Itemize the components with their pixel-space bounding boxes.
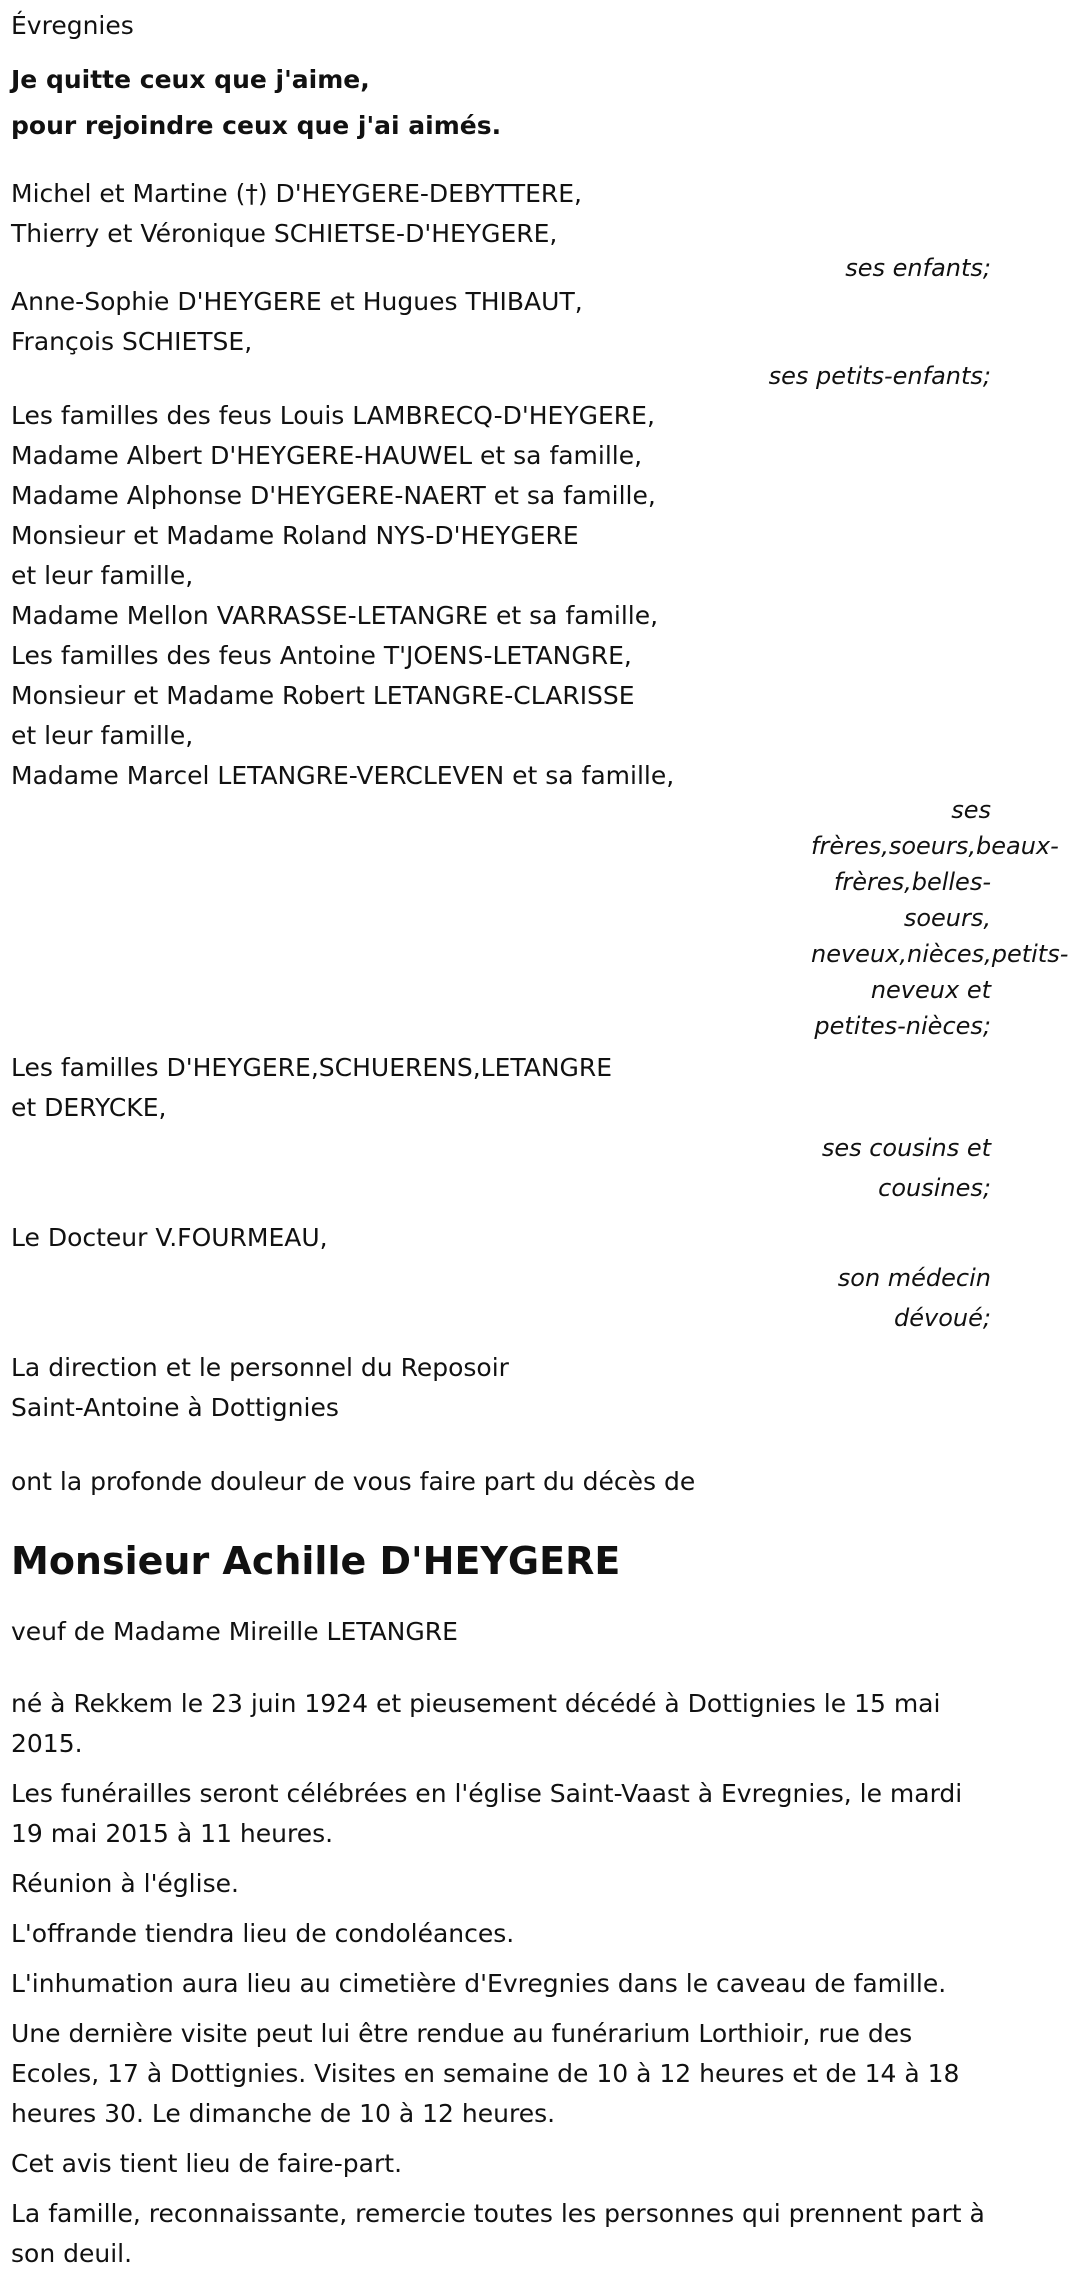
detail-paragraph: La famille, reconnaissante, remercie toutes les personnes qui prennent part à son deuil. xyxy=(11,2199,985,2268)
family-name-line: Madame Mellon VARRASSE-LETANGRE et sa famille, xyxy=(11,601,659,630)
spouse-line: veuf de Madame Mireille LETANGRE xyxy=(11,1617,458,1646)
family-names xyxy=(11,1218,741,1258)
obituary-notice xyxy=(11,6,1068,2274)
detail-paragraph: Les funérailles seront célébrées en l'église Saint-Vaast à Evregnies, le mardi 19 mai 2015 à 11 heures. xyxy=(11,1779,963,1848)
relationship-label: ses frères,soeurs,beaux-frères,belles-soeurs, neveux,nièces,petits-neveux et petites-nièces; xyxy=(811,796,1068,1040)
relationship-label: ses petits-enfants; xyxy=(768,362,991,390)
relationship-label: ses enfants; xyxy=(845,254,991,282)
family-name-line: Monsieur et Madame Roland NYS-D'HEYGERE xyxy=(11,521,579,550)
family-names xyxy=(11,1048,741,1128)
family-name-line: Les familles des feus Louis LAMBRECQ-D'HEYGERE, xyxy=(11,401,655,430)
family-group-staff xyxy=(11,1348,991,1428)
family-name-line: Madame Albert D'HEYGERE-HAUWEL et sa famille, xyxy=(11,441,643,470)
family-name-line: et leur famille, xyxy=(11,561,194,590)
family-name-line: Thierry et Véronique SCHIETSE-D'HEYGERE, xyxy=(11,219,558,248)
detail-paragraph: Cet avis tient lieu de faire-part. xyxy=(11,2149,403,2178)
family-names xyxy=(11,1348,741,1428)
family-name-line: Michel et Martine (†) D'HEYGERE-DEBYTTERE, xyxy=(11,179,583,208)
detail-paragraph: Une dernière visite peut lui être rendue au funérarium Lorthioir, rue des Ecoles, 17 à Dottignies. Visites en semaine de 10 à 12 heures et de 14 à 18 heures 30. Le dimanche de 10 à 12 heures. xyxy=(11,2019,960,2128)
family-names xyxy=(11,282,741,362)
place-name: Évregnies xyxy=(11,11,134,40)
relationship-label: son médecin dévoué; xyxy=(837,1264,991,1332)
family-name-line: Madame Marcel LETANGRE-VERCLEVEN et sa famille, xyxy=(11,761,675,790)
family-group-children xyxy=(11,174,991,288)
family-name-line: La direction et le personnel du Reposoir xyxy=(11,1353,509,1382)
family-group-siblings xyxy=(11,396,1068,1044)
announcement-text: ont la profonde douleur de vous faire part du décès de xyxy=(11,1467,696,1496)
family-group-cousins xyxy=(11,1048,991,1208)
relationship-label: ses cousins et cousines; xyxy=(821,1134,991,1202)
epigraph-line-1: Je quitte ceux que j'aime, xyxy=(11,65,370,94)
family-name-line: Anne-Sophie D'HEYGERE et Hugues THIBAUT, xyxy=(11,287,583,316)
family-name-line: et DERYCKE, xyxy=(11,1093,167,1122)
family-names xyxy=(11,396,741,796)
family-name-line: Monsieur et Madame Robert LETANGRE-CLARISSE xyxy=(11,681,635,710)
detail-paragraph: né à Rekkem le 23 juin 1924 et pieusement décédé à Dottignies le 15 mai 2015. xyxy=(11,1689,941,1758)
family-name-line: Madame Alphonse D'HEYGERE-NAERT et sa famille, xyxy=(11,481,656,510)
detail-paragraph: L'inhumation aura lieu au cimetière d'Evregnies dans le caveau de famille. xyxy=(11,1969,947,1998)
family-group-doctor xyxy=(11,1218,991,1338)
family-names xyxy=(11,174,741,254)
family-group-grandchildren xyxy=(11,282,991,396)
family-name-line: et leur famille, xyxy=(11,721,194,750)
family-name-line: Le Docteur V.FOURMEAU, xyxy=(11,1223,328,1252)
family-name-line: Saint-Antoine à Dottignies xyxy=(11,1393,339,1422)
detail-paragraph: Réunion à l'église. xyxy=(11,1869,239,1898)
deceased-name: Monsieur Achille D'HEYGERE xyxy=(11,1539,621,1583)
family-name-line: François SCHIETSE, xyxy=(11,327,253,356)
family-name-line: Les familles des feus Antoine T'JOENS-LETANGRE, xyxy=(11,641,632,670)
detail-paragraph: L'offrande tiendra lieu de condoléances. xyxy=(11,1919,515,1948)
family-name-line: Les familles D'HEYGERE,SCHUERENS,LETANGRE xyxy=(11,1053,613,1082)
epigraph-line-2: pour rejoindre ceux que j'ai aimés. xyxy=(11,111,502,140)
